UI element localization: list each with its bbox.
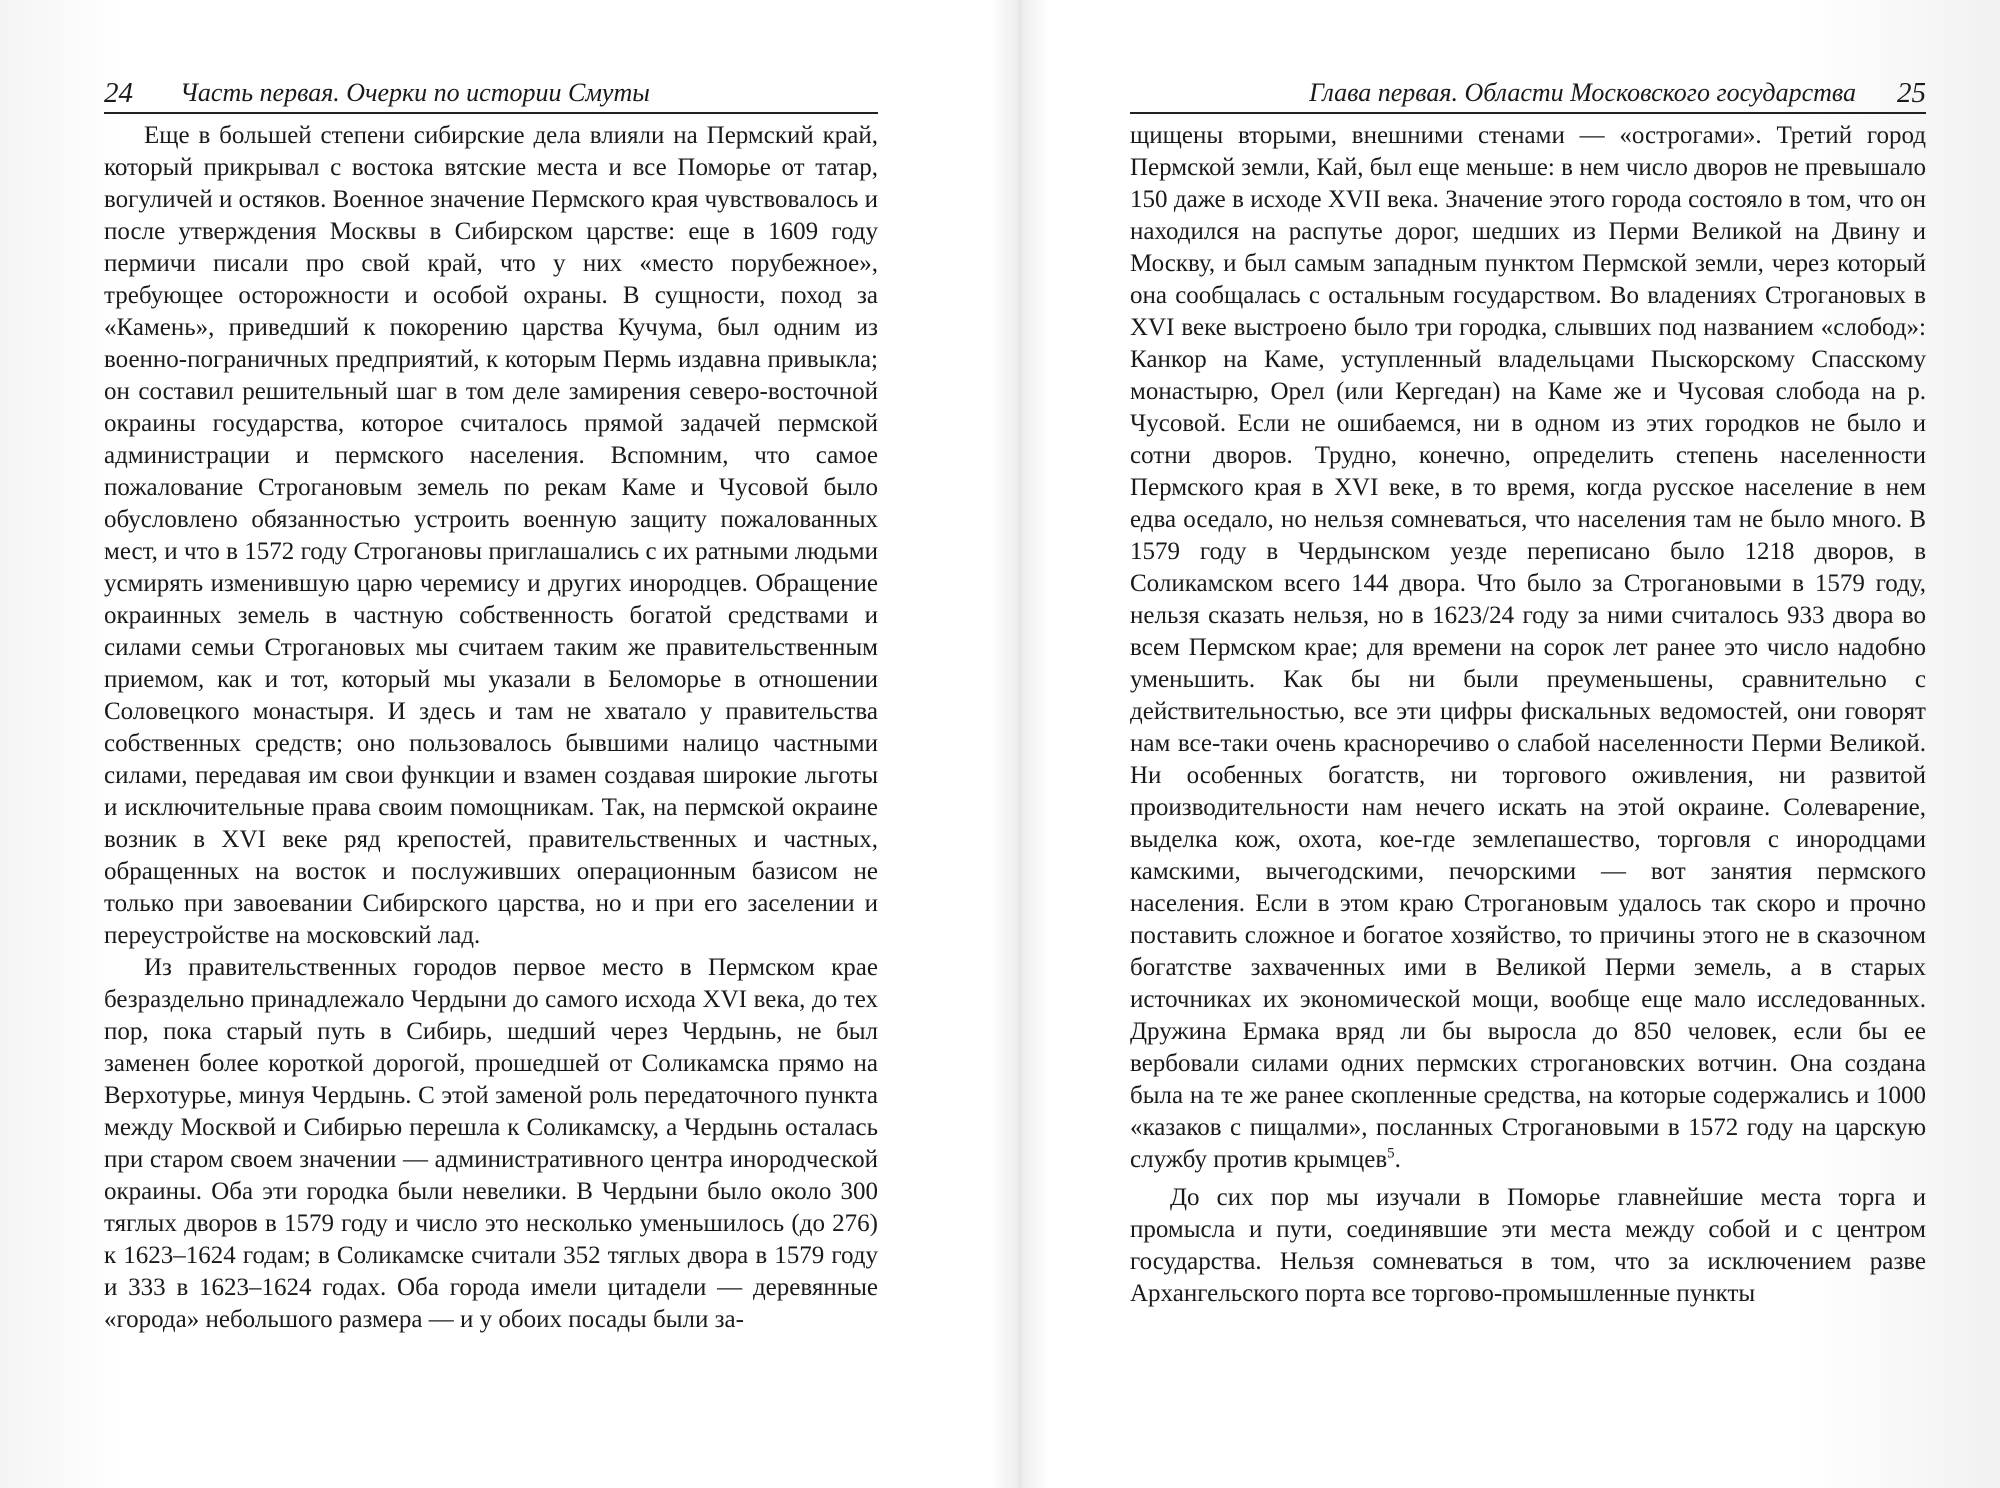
left-running-head-title: Часть первая. Очерки по истории Смуты [180,78,650,107]
left-paragraph-1: Еще в большей степени сибирские дела влияли на Пермский край, который прикрывал с востока вятские места и все Поморье от татар, вогуличей и остяков. Военное значение Пермского края чувствовалось и после утверждения Москвы в Сибирском царстве: еще в 1609 году пермичи писали про свой край, что у них «место порубежное», требующее осторожности и особой охраны. В сущности, поход за «Камень», приведший к покорению царства Кучума, был одним из военно-пограничных предприятий, к которым Пермь издавна привыкла; он составил решительный шаг в том деле замирения северо-восточной окраины государства, которое считалось прямой задачей пермской администрации и пермского населения. Вспомним, что самое пожалование Строгановым земель по рекам Каме и Чусовой было обусловлено обязанностью устроить военную защиту пожалованных мест, и что в 1572 году Строгановы приглашались с их ратными людьми усмирять изменившую царю черемису и других инородцев. Обращение окраинных земель в частную собственность богатой средствами и силами семьи Строгановых мы считаем таким же правительственным приемом, как и тот, который мы указали в Беломорье в отношении Соловецкого монастыря. И здесь и там не хватало у правительства собственных средств; оно пользовалось бывшими налицо частными силами, передавая им свои функции и взамен создавая широкие льготы и исключительные права своим помощникам. Так, на пермской окраине возник в XVI веке ряд крепостей, правительственных и частных, обращенных на восток и послуживших операционным базисом не только при завоевании Сибирского царства, но и при его заселении и переустройстве на московский лад. [104,122,879,949]
right-running-head-title: Глава первая. Области Московского государства [1309,78,1856,107]
left-page-number: 24 [104,77,133,109]
left-paragraph-2: Из правительственных городов первое место в Пермском крае безраздельно принадлежало Чердыни до самого исхода XVI века, до тех пор, пока старый путь в Сибирь, шедший через Чердынь, не был заменен более короткой дорогой, прошедшей от Соликамска прямо на Верхотурье, минуя Чердынь. С этой заменой роль передаточного пункта между Москвой и Сибирью перешла к Соликамску, а Чердынь осталась при старом своем значении — административного центра инородческой окраины. Оба эти городка были невелики. В Чердыни было около 300 тяглых дворов в 1579 году и число это несколько уменьшилось (до 276) к 1623–1624 годам; в Соликамске считали 352 тяглых двора в 1579 году и 333 в 1623–1624 годах. Оба города имели цитадели — деревянные «города» небольшого размера — и у обоих посады были за- [104,954,878,1333]
right-paragraph-1-tail: . [1394,1146,1401,1173]
right-page [1050,0,2000,1488]
right-text-block [1130,120,1926,1310]
right-running-head [1130,76,1926,114]
left-page [0,0,990,1488]
right-paragraph-1-text: щищены вторыми, внешними стенами — «острогами». Третий город Пермской земли, Кай, был еще меньше: в нем число дворов не превышало 150 даже в исходе XVII века. Значение этого города состояло в том, что он находился на распутье дорог, шедших из Перми Великой на Двину и Москву, и был самым западным пунктом Пермской земли, через который она сообщалась с остальным государством. Во владениях Строгановых в XVI веке выстроено было три городка, слывших под названием «слобод»: Канкор на Каме, уступленный владельцами Пыскорскому Спасскому монастырю, Орел (или Кергедан) на Каме же и Чусовая слобода на р. Чусовой. Если не ошибаемся, ни в одном из этих городков не было и сотни дворов. Трудно, конечно, определить степень населенности Пермского края в XVI веке, в то время, когда русское население в нем едва оседало, но нельзя сомневаться, что населения там не было много. В 1579 году в Чердынском уезде переписано было 1218 дворов, в Соликамском всего 144 двора. Что было за Строгановыми в 1579 году, нельзя сказать нельзя, но в 1623/24 году за ними считалось 933 двора во всем Пермском крае; для времени на сорок лет ранее это число надобно уменьшить. Как бы ни были преуменьшены, сравнительно с действительностью, все эти цифры фискальных ведомостей, они говорят нам все-таки очень красноречиво о слабой населенности Перми Великой. Ни особенных богатств, ни торгового оживления, ни развитой производительности нам нечего искать на этой окраине. Солеварение, выделка кож, охота, кое-где землепашество, торговля с инородцами камскими, вычегодскими, печорскими — вот занятия пермского населения. Если в этом краю Строгановым удалось так скоро и прочно поставить сложное и богатое хозяйство, то причины этого не в сказочном богатстве захваченных ими в Великой Перми земель, а в старых источниках их экономической мощи, вообще еще мало исследованных. Дружина Ермака вряд ли бы выросла до 850 человек, если бы ее вербовали силами одних пермских строгановских вотчин. Она создана была на те же ранее скопленные средства, на которые содержались и 1000 «казаков с пищалми», посланных Строгановыми в 1572 году на царскую службу против крымцев [1130,122,1926,1173]
book-gutter [990,0,1050,1488]
footnote-reference[interactable]: 5 [1387,1145,1395,1162]
left-text-block [104,120,878,1336]
right-paragraph-1 [1130,120,1926,1176]
right-paragraph-2: До сих пор мы изучали в Поморье главнейшие места торга и промысла и пути, соединявшие эти места между собой и с центром государства. Нельзя сомневаться в том, что за исключением разве Архангельского порта все торгово-промышленные пункты [1130,1184,1926,1307]
right-page-number: 25 [1897,77,1926,109]
left-running-head [104,76,878,114]
